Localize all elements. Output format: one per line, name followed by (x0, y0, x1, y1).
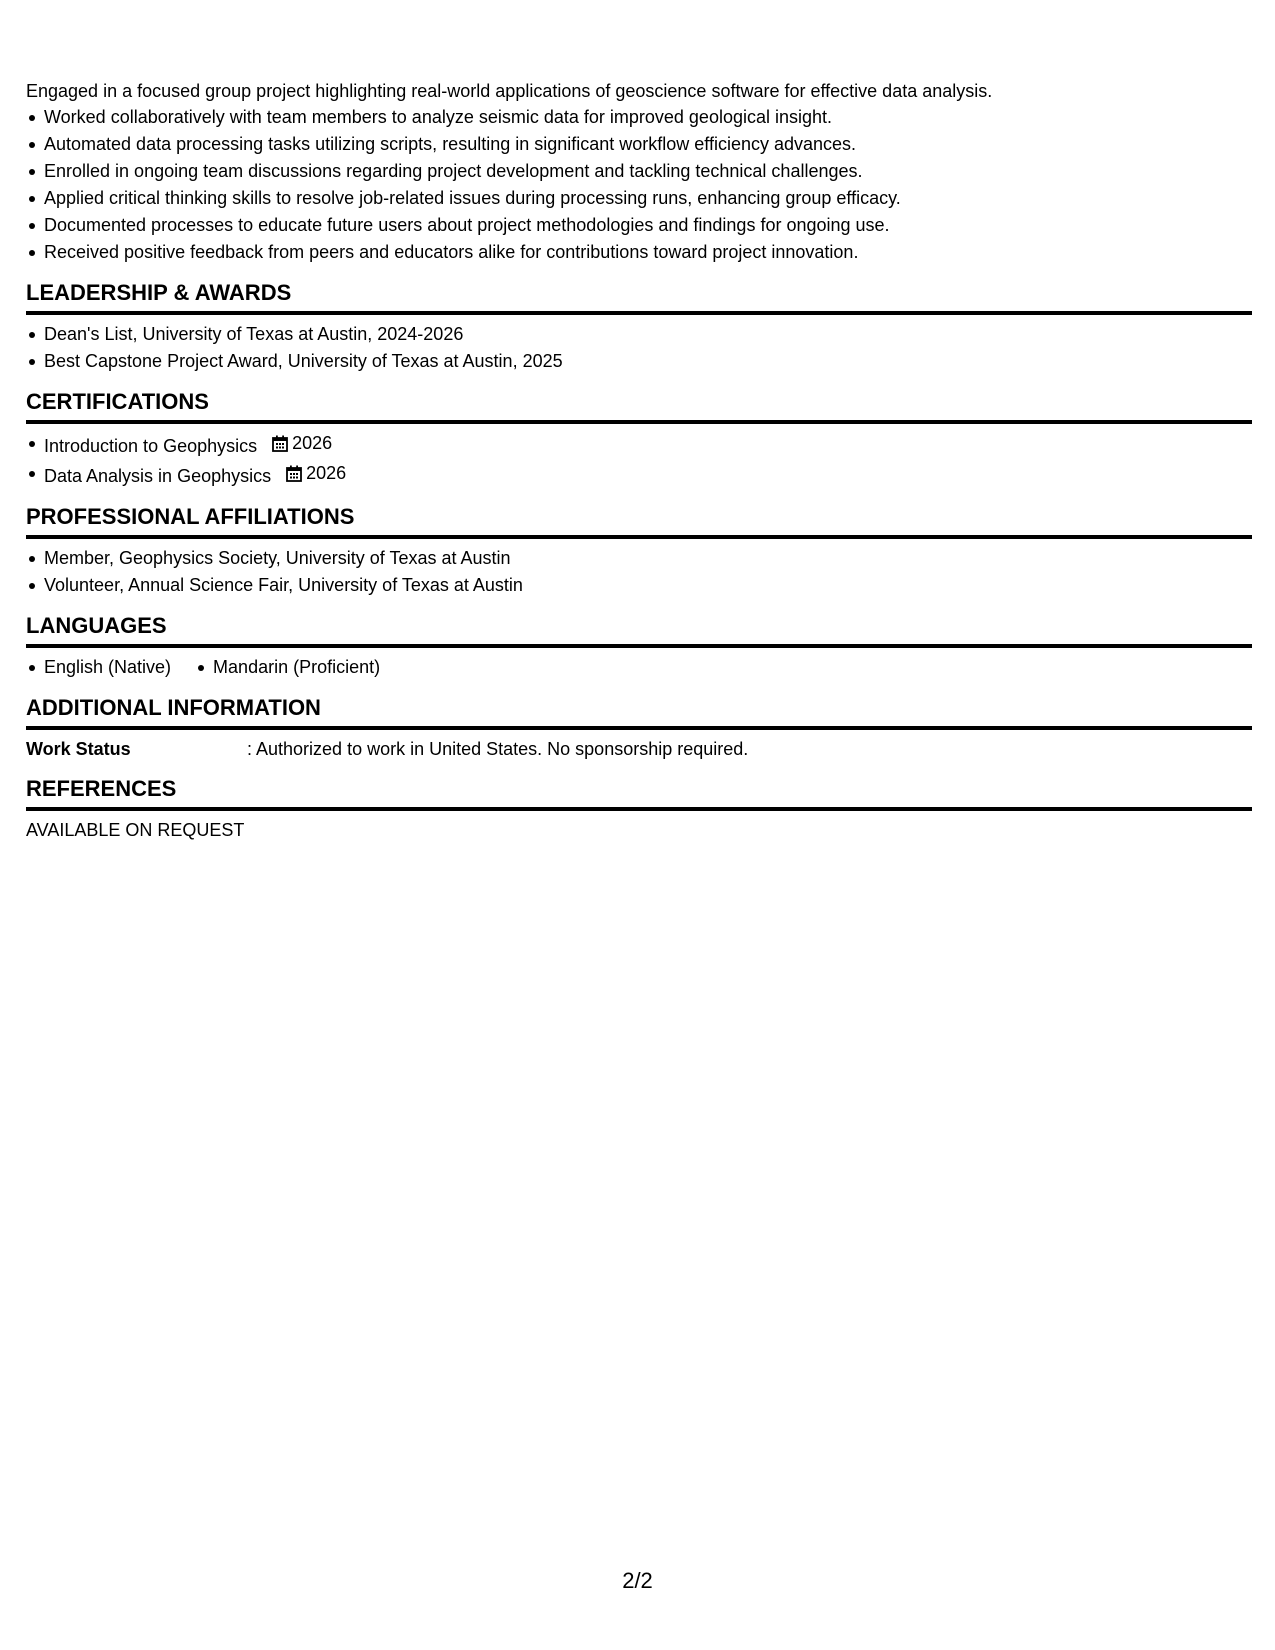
page-number: 2/2 (622, 1568, 653, 1593)
additional-section (26, 694, 1252, 762)
affiliations-section (26, 503, 1252, 599)
leadership-section (26, 279, 1252, 375)
certification-date (286, 460, 346, 487)
certification-name: Data Analysis in Geophysics (44, 466, 272, 486)
certification-year: 2026 (306, 463, 347, 483)
certification-date (272, 430, 332, 457)
list-item (26, 430, 1252, 460)
list-item: Documented processes to educate future users about project methodologies and findings for ongoing use. (26, 212, 1252, 239)
section-title-leadership: LEADERSHIP & AWARDS (26, 279, 1252, 315)
work-status-value: : Authorized to work in United States. No sponsorship required. (247, 739, 749, 759)
list-item: Worked collaboratively with team members to analyze seismic data for improved geological insight. (26, 104, 1252, 131)
list-item: Best Capstone Project Award, University of Texas at Austin, 2025 (26, 348, 1252, 375)
list-item: Enrolled in ongoing team discussions regarding project development and tackling technical challenges. (26, 158, 1252, 185)
project-section (26, 78, 1252, 266)
leadership-list (26, 321, 1252, 375)
certifications-section (26, 388, 1252, 490)
list-item: Dean's List, University of Texas at Austin, 2024-2026 (26, 321, 1252, 348)
section-title-references: REFERENCES (26, 775, 1252, 811)
list-item: Applied critical thinking skills to resolve job-related issues during processing runs, enhancing group efficacy. (26, 185, 1252, 212)
calendar-icon (286, 465, 302, 482)
certification-name: Introduction to Geophysics (44, 436, 258, 456)
list-item: Mandarin (Proficient) (195, 654, 380, 681)
list-item (26, 460, 1252, 490)
list-item: Automated data processing tasks utilizing scripts, resulting in significant workflow efficiency advances. (26, 131, 1252, 158)
affiliations-list (26, 545, 1252, 599)
references-section (26, 775, 1252, 843)
work-status-row (26, 736, 1252, 762)
list-item: English (Native) (26, 654, 171, 681)
section-title-languages: LANGUAGES (26, 612, 1252, 648)
section-title-certifications: CERTIFICATIONS (26, 388, 1252, 424)
certification-year: 2026 (292, 433, 333, 453)
section-title-additional: ADDITIONAL INFORMATION (26, 694, 1252, 730)
list-item: Received positive feedback from peers and educators alike for contributions toward project innovation. (26, 239, 1252, 266)
section-title-affiliations: PROFESSIONAL AFFILIATIONS (26, 503, 1252, 539)
resume-page (26, 78, 1252, 843)
list-item: Member, Geophysics Society, University of Texas at Austin (26, 545, 1252, 572)
certifications-list (26, 430, 1252, 490)
work-status-label: Work Status (26, 739, 131, 759)
project-bullet-list (26, 104, 1252, 266)
references-text: AVAILABLE ON REQUEST (26, 820, 245, 840)
calendar-icon (272, 435, 288, 452)
list-item: Volunteer, Annual Science Fair, University of Texas at Austin (26, 572, 1252, 599)
languages-section (26, 612, 1252, 681)
languages-list (26, 654, 1252, 681)
project-intro: Engaged in a focused group project highlighting real-world applications of geoscience software for effective data analysis. (26, 81, 993, 101)
